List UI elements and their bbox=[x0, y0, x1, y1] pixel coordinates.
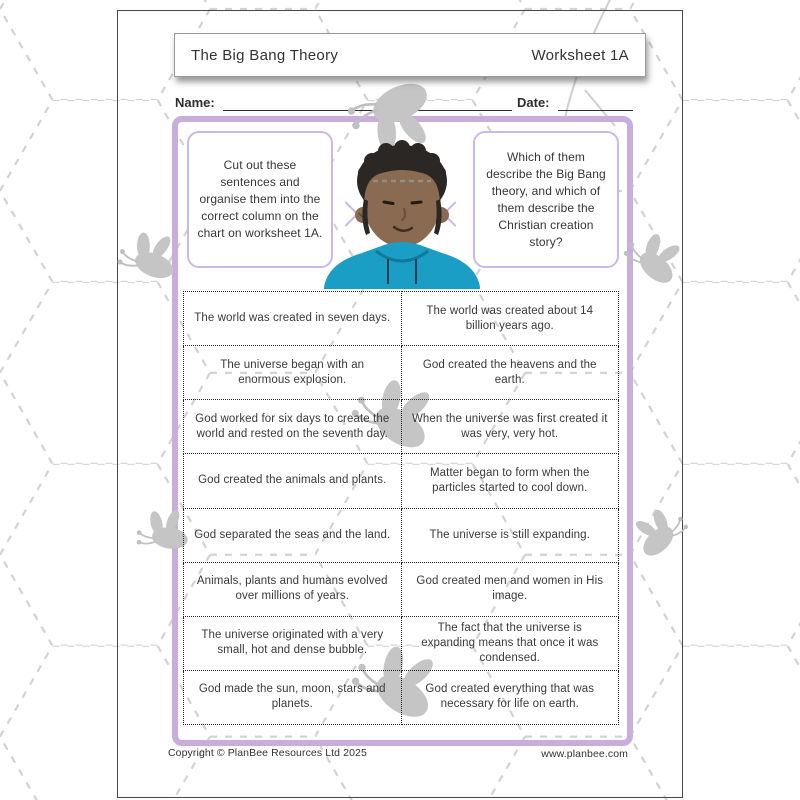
table-row bbox=[184, 292, 619, 346]
sentence-cards-table bbox=[183, 291, 619, 725]
student-avatar bbox=[318, 139, 486, 289]
sentence-card: God worked for six days to create the world and rested on the seventh day. bbox=[184, 400, 402, 454]
speech-text-left: Cut out these sentences and organise them into the correct column on the chart on worksheet 1A. bbox=[197, 158, 323, 240]
eye-left bbox=[384, 202, 393, 204]
table-row bbox=[184, 616, 619, 670]
sentence-card: God created everything that was necessary for life on earth. bbox=[401, 670, 619, 724]
table-row bbox=[184, 454, 619, 508]
page-title: The Big Bang Theory bbox=[191, 46, 339, 64]
name-label: Name: bbox=[175, 95, 215, 110]
sentence-card: The universe began with an enormous explosion. bbox=[184, 346, 402, 400]
table-row bbox=[184, 508, 619, 562]
speech-text-right: Which of them describe the Big Bang theory, and which of them describe the Christian creation story? bbox=[486, 149, 606, 249]
date-label: Date: bbox=[517, 95, 550, 110]
sentence-card: God created the animals and plants. bbox=[184, 454, 402, 508]
table-row bbox=[184, 400, 619, 454]
website-url: www.planbee.com bbox=[541, 748, 628, 760]
sentence-card: The universe originated with a very small, hot and dense bubble. bbox=[184, 616, 402, 670]
hoodie bbox=[324, 242, 480, 289]
sentence-card: The world was created in seven days. bbox=[184, 292, 402, 346]
bee-icon bbox=[618, 224, 688, 294]
sentence-card: The world was created about 14 billion years ago. bbox=[401, 292, 619, 346]
table-row bbox=[184, 562, 619, 616]
sentence-card: The fact that the universe is expanding means that once it was condensed. bbox=[401, 616, 619, 670]
sentence-card: When the universe was first created it was very, very hot. bbox=[401, 400, 619, 454]
table-row bbox=[184, 346, 619, 400]
header-bar bbox=[174, 33, 646, 77]
sentence-card: God made the sun, moon, stars and planets. bbox=[184, 670, 402, 724]
bee-icon bbox=[110, 220, 186, 296]
table-row bbox=[184, 670, 619, 724]
worksheet-number: Worksheet 1A bbox=[531, 46, 629, 64]
date-write-line bbox=[558, 92, 633, 111]
copyright-text: Copyright © PlanBee Resources Ltd 2025 bbox=[168, 747, 367, 759]
sentence-card: God created men and women in His image. bbox=[401, 562, 619, 616]
sentence-card: Animals, plants and humans evolved over millions of years. bbox=[184, 562, 402, 616]
speech-bubble-left bbox=[187, 131, 333, 268]
sentence-card: God created the heavens and the earth. bbox=[401, 346, 619, 400]
bee-icon bbox=[627, 499, 694, 566]
sentence-card: Matter began to form when the particles started to cool down. bbox=[401, 454, 619, 508]
speech-bubble-right bbox=[473, 131, 619, 268]
sentence-card: God separated the seas and the land. bbox=[184, 508, 402, 562]
eye-right bbox=[412, 202, 421, 203]
sentence-card: The universe is still expanding. bbox=[401, 508, 619, 562]
